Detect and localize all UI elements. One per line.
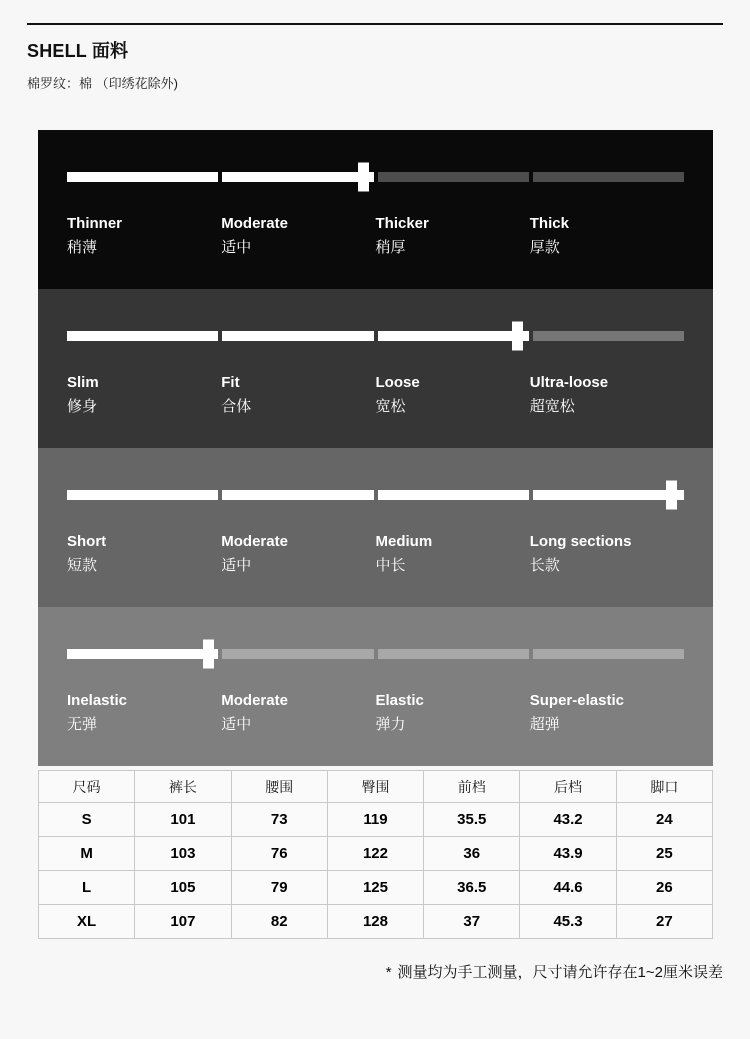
- label-en: Elastic: [375, 692, 424, 709]
- label-zh: 短款: [67, 557, 98, 574]
- slider-segment: [378, 172, 529, 182]
- label-thick: [530, 215, 684, 257]
- asterisk-icon: *: [385, 964, 392, 981]
- label-zh: 长款: [529, 557, 560, 574]
- slider-segment: [222, 649, 373, 659]
- label-zh: 弹力: [375, 716, 406, 733]
- label-en: Moderate: [221, 692, 288, 709]
- table-row-s: [39, 803, 713, 837]
- col-header-front-rise: 前档: [424, 771, 520, 803]
- label-moderate: [221, 215, 375, 257]
- label-zh: 合体: [221, 398, 252, 415]
- label-ultra-loose: [530, 374, 684, 416]
- label-en: Fit: [221, 374, 240, 391]
- elasticity-labels: [67, 692, 684, 734]
- label-moderate-elastic: [221, 692, 375, 734]
- length-labels: [67, 533, 684, 575]
- table-cell: S: [39, 803, 135, 837]
- label-en: Thicker: [375, 215, 429, 232]
- table-cell: 105: [135, 871, 231, 905]
- label-en: Thick: [529, 215, 569, 232]
- slider-segment: [533, 490, 684, 500]
- label-zh: 修身: [67, 398, 98, 415]
- table-cell: 43.9: [520, 837, 616, 871]
- label-super-elastic: [530, 692, 684, 734]
- slider-segment: [378, 490, 529, 500]
- measurement-footnote: [27, 961, 723, 982]
- table-cell: 36.5: [424, 871, 520, 905]
- thickness-slider-track: [67, 172, 684, 182]
- slider-segment: [222, 331, 373, 341]
- table-cell: 27: [616, 905, 712, 939]
- label-zh: 超宽松: [529, 398, 575, 415]
- label-en: Loose: [375, 374, 420, 391]
- table-cell: 36: [424, 837, 520, 871]
- top-divider: [27, 23, 723, 25]
- slider-segment: [67, 649, 218, 659]
- label-zh: 适中: [221, 557, 252, 574]
- table-row-l: [39, 871, 713, 905]
- slider-segment: [533, 331, 684, 341]
- thickness-slider-marker: [358, 163, 369, 192]
- label-inelastic: [67, 692, 221, 734]
- fabric-panels: [38, 130, 713, 766]
- table-cell: 43.2: [520, 803, 616, 837]
- table-cell: 26: [616, 871, 712, 905]
- label-zh: 厚款: [529, 239, 560, 256]
- slider-segment: [222, 172, 373, 182]
- table-cell: 76: [231, 837, 327, 871]
- col-header-size: 尺码: [39, 771, 135, 803]
- slider-segment: [67, 490, 218, 500]
- label-short: [67, 533, 221, 575]
- fit-slider-marker: [512, 322, 523, 351]
- table-cell: M: [39, 837, 135, 871]
- table-cell: 122: [327, 837, 423, 871]
- slider-segment: [67, 331, 218, 341]
- table-cell: 44.6: [520, 871, 616, 905]
- thickness-labels: [67, 215, 684, 257]
- table-cell: 73: [231, 803, 327, 837]
- label-moderate-length: [221, 533, 375, 575]
- label-zh: 无弹: [67, 716, 98, 733]
- slider-segment: [533, 649, 684, 659]
- fabric-panel-fit: [38, 289, 713, 448]
- label-zh: 中长: [375, 557, 406, 574]
- table-cell: 45.3: [520, 905, 616, 939]
- table-cell: 37: [424, 905, 520, 939]
- table-cell: 24: [616, 803, 712, 837]
- table-row-xl: [39, 905, 713, 939]
- col-header-hip: 臀围: [327, 771, 423, 803]
- table-cell: 119: [327, 803, 423, 837]
- table-cell: L: [39, 871, 135, 905]
- table-cell: 101: [135, 803, 231, 837]
- elasticity-slider-track: [67, 649, 684, 659]
- label-slim: [67, 374, 221, 416]
- col-header-pant-length: 裤长: [135, 771, 231, 803]
- fit-slider-track: [67, 331, 684, 341]
- label-en: Super-elastic: [529, 692, 624, 709]
- label-thicker: [376, 215, 530, 257]
- label-en: Inelastic: [67, 692, 128, 709]
- label-loose: [376, 374, 530, 416]
- table-cell: 103: [135, 837, 231, 871]
- label-en: Slim: [67, 374, 99, 391]
- label-en: Ultra-loose: [529, 374, 609, 391]
- label-en: Medium: [375, 533, 433, 550]
- table-cell: 107: [135, 905, 231, 939]
- fabric-panel-elasticity: [38, 607, 713, 766]
- slider-segment: [378, 331, 529, 341]
- table-cell: 82: [231, 905, 327, 939]
- slider-segment: [222, 490, 373, 500]
- table-cell: 128: [327, 905, 423, 939]
- size-table-header-row: [39, 771, 713, 803]
- slider-segment: [378, 649, 529, 659]
- label-en: Short: [67, 533, 107, 550]
- table-cell: 79: [231, 871, 327, 905]
- label-elastic: [376, 692, 530, 734]
- col-header-leg-opening: 脚口: [616, 771, 712, 803]
- fit-labels: [67, 374, 684, 416]
- page-title: SHELL 面料: [27, 41, 129, 61]
- label-en: Moderate: [221, 533, 288, 550]
- label-long-sections: [530, 533, 684, 575]
- slider-segment: [533, 172, 684, 182]
- table-cell: XL: [39, 905, 135, 939]
- fabric-panel-thickness: [38, 130, 713, 289]
- label-zh: 超弹: [529, 716, 560, 733]
- label-en: Thinner: [67, 215, 122, 232]
- slider-segment: [67, 172, 218, 182]
- table-cell: 25: [616, 837, 712, 871]
- elasticity-slider-marker: [203, 640, 214, 669]
- label-zh: 适中: [221, 716, 252, 733]
- label-en: Moderate: [221, 215, 288, 232]
- table-cell: 125: [327, 871, 423, 905]
- length-slider-marker: [666, 481, 677, 510]
- label-zh: 适中: [221, 239, 252, 256]
- col-header-back-rise: 后档: [520, 771, 616, 803]
- label-zh: 宽松: [375, 398, 406, 415]
- length-slider-track: [67, 490, 684, 500]
- label-thinner: [67, 215, 221, 257]
- size-table: [38, 770, 713, 939]
- label-zh: 稍薄: [67, 239, 98, 256]
- fabric-panel-length: [38, 448, 713, 607]
- label-en: Long sections: [529, 533, 632, 550]
- col-header-waist: 腰围: [231, 771, 327, 803]
- table-cell: 35.5: [424, 803, 520, 837]
- footnote-text: 测量均为手工测量，尺寸请允许存在1~2厘米误差: [397, 964, 723, 981]
- label-medium: [376, 533, 530, 575]
- fabric-subtitle: 棉罗纹：棉 （印绣花除外): [27, 76, 178, 91]
- label-fit: [221, 374, 375, 416]
- table-row-m: [39, 837, 713, 871]
- label-zh: 稍厚: [375, 239, 406, 256]
